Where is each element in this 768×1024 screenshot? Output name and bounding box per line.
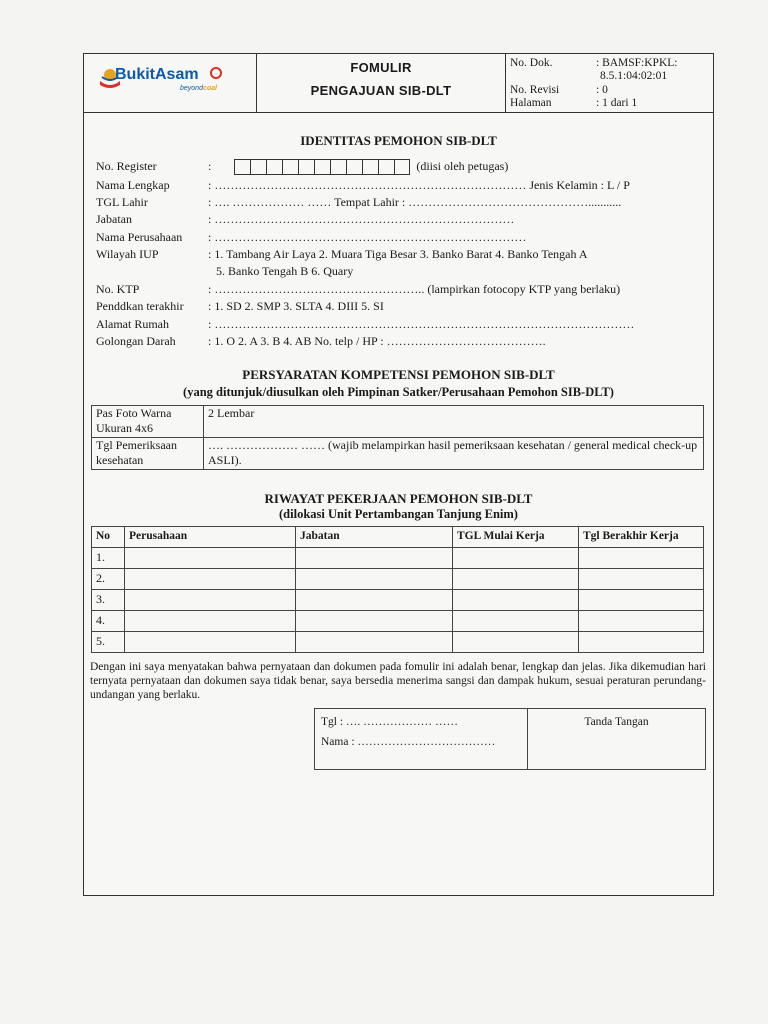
- cell[interactable]: [579, 548, 704, 569]
- row-number: 3.: [92, 590, 125, 611]
- form-title: [257, 54, 506, 112]
- declaration-text: Dengan ini saya menyatakan bahwa pernyataan dan dokumen pada fomulir ini adalah benar, lengkap dan jelas. Jika dikemudian hari ternyata pernyataan dan dokumen saya tidak benar, saya bersedia menerima sangsi dan dampak hukum, sesuai peraturan perundang-undangan yang berlaku.: [90, 661, 706, 701]
- title-line-2: PENGAJUAN SIB-DLT: [310, 83, 452, 98]
- table-header-row: [92, 527, 704, 548]
- cell[interactable]: [296, 548, 453, 569]
- cell[interactable]: [579, 590, 704, 611]
- alamat-row[interactable]: Alamat Rumah : ……………………………………………………………………………………………: [96, 317, 635, 331]
- golongan-darah-row[interactable]: Golongan Darah : 1. O 2. A 3. B 4. AB No. telp / HP : ………………………………….: [96, 334, 546, 348]
- cell[interactable]: [579, 632, 704, 653]
- cell[interactable]: [296, 632, 453, 653]
- riwayat-title: RIWAYAT PEKERJAAN PEMOHON SIB-DLT: [264, 491, 533, 506]
- row-number: 1.: [92, 548, 125, 569]
- logo-text: BukitAsam: [115, 66, 199, 83]
- form-page: [83, 53, 714, 896]
- cell[interactable]: [579, 569, 704, 590]
- page-row: Halaman : 1 dari 1: [510, 97, 638, 109]
- logo-cell: [84, 54, 257, 112]
- logo-ring-icon: [210, 67, 222, 79]
- signature-label: Tanda Tangan: [584, 716, 649, 728]
- cell[interactable]: [125, 548, 296, 569]
- pemeriksaan-value[interactable]: …. ……………… …… (wajib melampirkan hasil pemeriksaan kesehatan / general medical check-up ASLI).: [204, 438, 704, 470]
- table-row[interactable]: [92, 611, 704, 632]
- identitas-title: IDENTITAS PEMOHON SIB-DLT: [300, 133, 497, 148]
- doc-number-row-2: 8.5.1:04:02:01: [600, 70, 668, 82]
- col-tgl-mulai: TGL Mulai Kerja: [453, 527, 579, 548]
- cell[interactable]: [296, 590, 453, 611]
- riwayat-table: [91, 526, 704, 653]
- pas-foto-value[interactable]: 2 Lembar: [204, 406, 704, 438]
- table-row[interactable]: [92, 548, 704, 569]
- cell[interactable]: [296, 611, 453, 632]
- pas-foto-label: Pas Foto Warna Ukuran 4x6: [92, 406, 204, 438]
- ktp-row[interactable]: No. KTP : …………………………………………….. (lampirkan fotocopy KTP yang berlaku): [96, 282, 621, 296]
- row-number: 4.: [92, 611, 125, 632]
- row-number: 5.: [92, 632, 125, 653]
- cell[interactable]: [296, 569, 453, 590]
- cell[interactable]: [453, 611, 579, 632]
- cell[interactable]: [453, 632, 579, 653]
- cell[interactable]: [125, 590, 296, 611]
- table-row[interactable]: [92, 632, 704, 653]
- col-no: No: [92, 527, 125, 548]
- wilayah-row-2[interactable]: 5. Banko Tengah B 6. Quary: [216, 264, 354, 278]
- cell[interactable]: [453, 569, 579, 590]
- pemeriksaan-label: Tgl Pemeriksaan kesehatan: [92, 438, 204, 470]
- cell[interactable]: [453, 590, 579, 611]
- cell[interactable]: [125, 569, 296, 590]
- revision-row: No. Revisi : 0: [510, 84, 608, 96]
- table-row: [92, 438, 704, 470]
- cell[interactable]: [579, 611, 704, 632]
- persyaratan-title: PERSYARATAN KOMPETENSI PEMOHON SIB-DLT: [242, 367, 555, 382]
- pendidikan-row[interactable]: Penddkan terakhir : 1. SD 2. SMP 3. SLTA 4. DIII 5. SI: [96, 299, 384, 313]
- document-info: [506, 54, 713, 112]
- form-header: [84, 54, 713, 113]
- cell[interactable]: [453, 548, 579, 569]
- wilayah-row[interactable]: Wilayah IUP : 1. Tambang Air Laya 2. Muara Tiga Besar 3. Banko Barat 4. Banko Tengah A: [96, 247, 588, 261]
- signature-area[interactable]: [528, 709, 705, 769]
- persyaratan-table: [91, 405, 704, 470]
- persyaratan-subtitle: (yang ditunjuk/diusulkan oleh Pimpinan Satker/Perusahaan Pemohon SIB-DLT): [183, 385, 614, 399]
- jabatan-row[interactable]: Jabatan : …………………………………………………………………: [96, 212, 515, 226]
- signature-date-name: [315, 709, 528, 769]
- tgl-lahir-row[interactable]: TGL Lahir : …. ……………… …… Tempat Lahir : ………………………………………...........: [96, 195, 622, 209]
- doc-number-row: No. Dok. : BAMSF:KPKL:: [510, 57, 678, 69]
- nama-row[interactable]: Nama Lengkap : …………………………………………………………………… Jenis Kelamin : L / P: [96, 178, 630, 192]
- cell[interactable]: [125, 611, 296, 632]
- table-row[interactable]: [92, 590, 704, 611]
- signature-date[interactable]: Tgl : …. ……………… ……: [321, 716, 459, 728]
- table-row[interactable]: [92, 569, 704, 590]
- perusahaan-row[interactable]: Nama Perusahaan : ……………………………………………………………………: [96, 230, 527, 244]
- riwayat-subtitle: (dilokasi Unit Pertambangan Tanjung Enim): [279, 507, 518, 521]
- col-perusahaan: Perusahaan: [125, 527, 296, 548]
- logo-tagline: beyondcoal: [180, 85, 217, 92]
- register-input-boxes[interactable]: [234, 159, 410, 175]
- table-row: [92, 406, 704, 438]
- col-jabatan: Jabatan: [296, 527, 453, 548]
- signature-box: [314, 708, 706, 770]
- register-row: No. Register : (diisi oleh petugas): [96, 159, 508, 175]
- title-line-1: FOMULIR: [350, 60, 412, 75]
- col-tgl-berakhir: Tgl Berakhir Kerja: [579, 527, 704, 548]
- signature-name[interactable]: Nama : ………………………………: [321, 736, 496, 748]
- cell[interactable]: [125, 632, 296, 653]
- row-number: 2.: [92, 569, 125, 590]
